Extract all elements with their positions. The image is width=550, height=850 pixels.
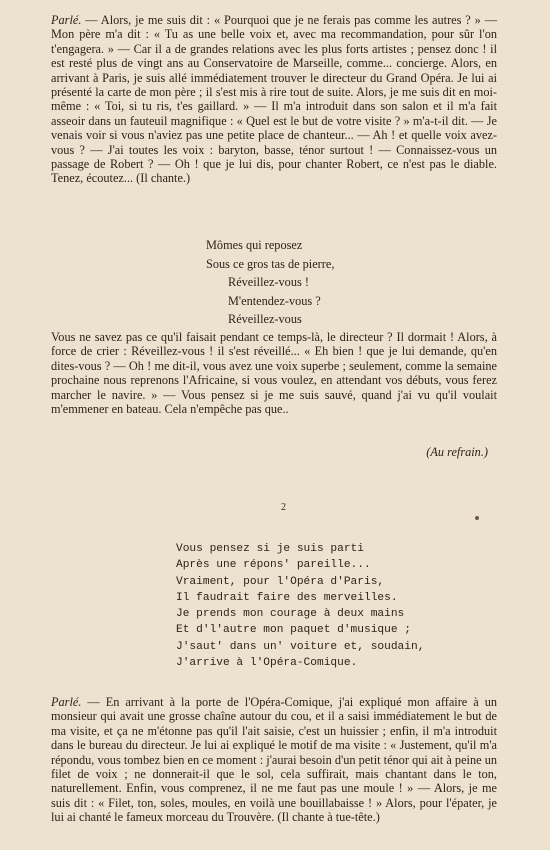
verse-line: Après une répons' pareille...: [176, 559, 371, 572]
section-marker: 2: [281, 502, 286, 513]
verse-line: M'entendez-vous ?: [228, 293, 321, 308]
spoken-paragraph-2: [51, 330, 497, 416]
spoken-text: — En arrivant à la porte de l'Opéra-Comique, j'ai expliqué mon affaire à un monsieur qui avait une grosse chaîne autour du cou, et il a saisi immédiatement le but de ma visite, et ça ne m'étonne pas qu'il l'ait saisie, c'est un huissier ; enfin, il m'a introduit dans le bureau du directeur. Je lui ai expliqué le motif de ma visite : « Justement, qu'il m'a répondu, vous tombez bien en ce moment : j'aurai besoin d'un petit ténor qui ait à peine un filet de voix ; ne donnerait-il que le sol, cela suffirait, mais chantant dans le ton, naturellement. Enfin, vous comprenez, il ne me faut pas une moule ! » — Alors, je me suis dit : « Filet, ton, soles, moules, en voilà une bouillabaisse ! » Alors, pour l'épater, je lui ai chanté le fameux morceau du Trouvère. (Il chante à tue-tête.): [51, 695, 497, 825]
paper-spot: [475, 516, 479, 520]
spoken-label: Parlé.: [51, 695, 82, 709]
verse-line: Réveillez-vous: [228, 312, 302, 327]
spoken-paragraph-3: [51, 695, 497, 825]
verse-line: Et d'l'autre mon paquet d'musique ;: [176, 624, 411, 637]
verse-line: J'arrive à l'Opéra-Comique.: [176, 657, 358, 670]
verse-block-2: [176, 541, 424, 671]
verse-line: Sous ce gros tas de pierre,: [206, 256, 335, 271]
verse-line: Mômes qui reposez: [206, 238, 303, 252]
verse-line: Vous pensez si je suis parti: [176, 543, 364, 555]
spoken-paragraph-1: [51, 13, 497, 186]
spoken-text: Vous ne savez pas ce qu'il faisait pendant ce temps-là, le directeur ? Il dormait ! Alors, à force de crier : Réveillez-vous ! il s'est réveillé... « Eh bien ! que je lui demande, qu'en dites-vous ? — Oh ! me dit-il, vous avez une voix superbe ; seulement, comme la semaine prochaine nous reprenons l'Africaine, si vous voulez, en attendant vos débuts, vous ferez marcher le navire. » — Vous pensez si je me suis sauvé, quand j'ai vu qu'il voulait m'emmener en bateau. Cela n'empêche pas que..: [51, 330, 497, 417]
verse-line: Vraiment, pour l'Opéra d'Paris,: [176, 575, 385, 588]
verse-block-1: [206, 236, 334, 329]
verse-line: J'saut' dans un' voiture et, soudain,: [176, 640, 425, 653]
spoken-label: Parlé.: [51, 13, 82, 27]
verse-line: Il faudrait faire des merveilles.: [176, 591, 398, 604]
verse-line: Je prends mon courage à deux mains: [176, 608, 405, 621]
spoken-text: — Alors, je me suis dit : « Pourquoi que je ne ferais pas comme les autres ? » — Mon père m'a dit : « Tu as une belle voix et, avec ma recommandation, pour sûr l'on t'engagera. » — Car il a de grandes relations avec les plus forts artistes ; pensez donc ! il est resté plus de vingt ans au Conservatoire de Marseille, comme... concierge. Alors, en arrivant à Paris, je suis allé immédiatement trouver le directeur du Grand Opéra. Je lui ai présenté la carte de mon père ; il s'est mis à rire tout de suite. Alors, je me suis dit en moi-même : « Toi, si tu ris, t'es gaillard. » — Il m'a introduit dans son salon et il m'a fait asseoir dans un fauteuil magnifique : « Quel est le but de votre visite ? » m'a-t-il dit. — Je venais voir si vous n'aviez pas une petite place de chanteur... — Ah ! et quelle voix avez-vous ? — J'ai toutes les voix : baryton, basse, ténor surtout ! — Connaissez-vous un passage de Robert ? — Oh ! que je lui dis, pour chanter Robert, ce n'est pas le diable. Tenez, écoutez... (Il chante.): [51, 13, 497, 186]
verse-line: Réveillez-vous !: [228, 275, 309, 290]
refrain-note: (Au refrain.): [426, 445, 488, 459]
